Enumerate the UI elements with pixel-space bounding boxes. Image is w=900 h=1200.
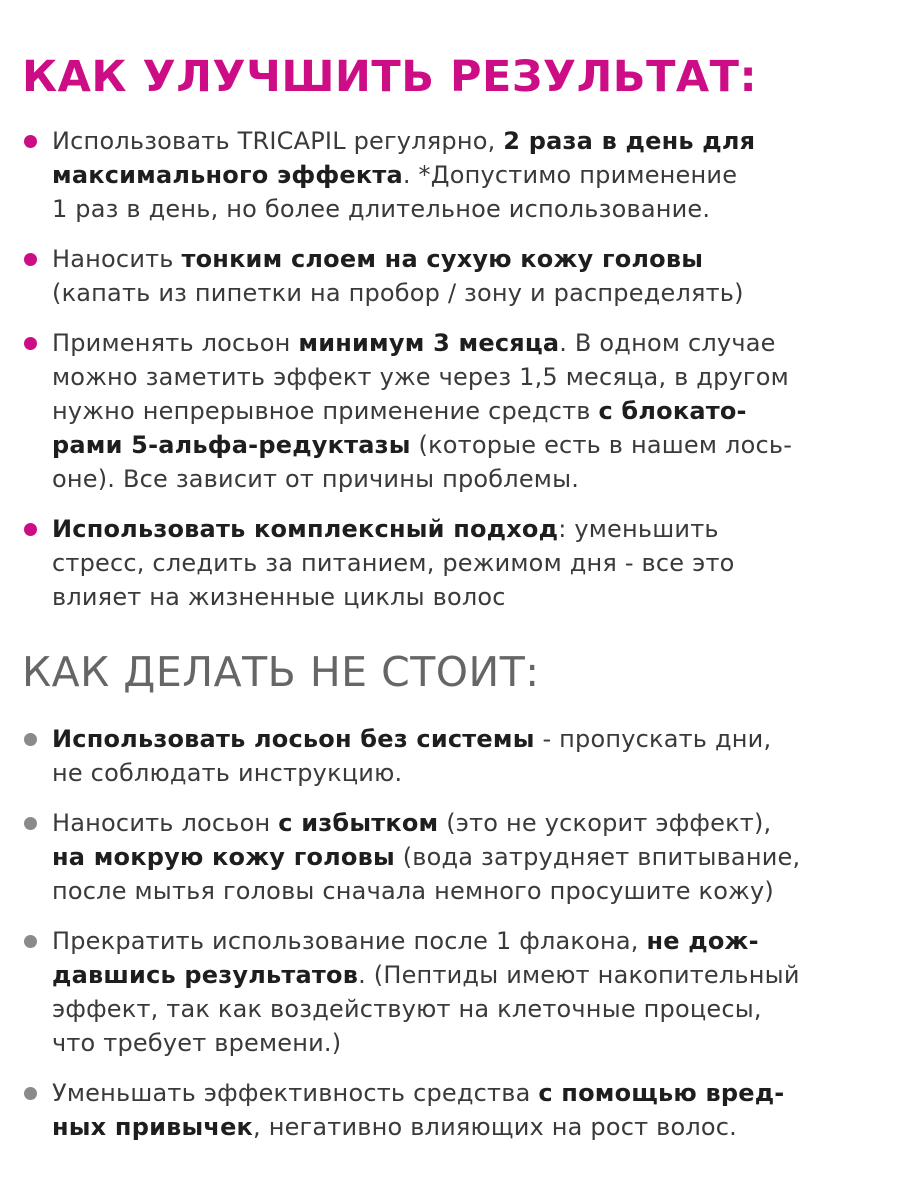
text-segment: (которые есть в нашем лось-: [410, 431, 793, 459]
text-line: [52, 1026, 880, 1060]
text-segment: , негативно влияющих на рост волос.: [253, 1113, 737, 1141]
text-segment: оне). Все зависит от причины проблемы.: [52, 465, 580, 493]
text-line: [52, 462, 880, 496]
text-line: [52, 276, 880, 310]
bold-text: с помощью вред-: [538, 1079, 785, 1107]
text-segment: . В одном случае: [559, 329, 776, 357]
text-segment: (это не ускорит эффект),: [438, 809, 772, 837]
text-segment: эффект, так как воздействуют на клеточные процесы,: [52, 995, 762, 1023]
bullet-dot-icon: [24, 523, 37, 536]
text-segment: что требует времени.): [52, 1029, 342, 1057]
text-line: [52, 394, 880, 428]
improve-list: [0, 124, 900, 614]
text-segment: 1 раз в день, но более длительное использование.: [52, 195, 711, 223]
text-line: [52, 958, 880, 992]
text-line: [52, 326, 880, 360]
bullet-dot-icon: [24, 253, 37, 266]
text-segment: . (Пептиды имеют накопительный: [358, 961, 800, 989]
text-line: [52, 580, 880, 614]
list-item: [0, 924, 900, 1060]
text-line: [52, 546, 880, 580]
text-segment: можно заметить эффект уже через 1,5 месяца, в другом: [52, 363, 789, 391]
list-item: [0, 722, 900, 790]
list-item: [0, 1076, 900, 1144]
bullet-dot-icon: [24, 935, 37, 948]
text-segment: Прекратить использование после 1 флакона,: [52, 927, 647, 955]
list-item: [0, 124, 900, 226]
bold-text: ных привычек: [52, 1113, 254, 1141]
text-segment: (капать из пипетки на пробор / зону и распределять): [52, 279, 744, 307]
text-line: [52, 242, 880, 276]
text-segment: стресс, следить за питанием, режимом дня - все это: [52, 549, 735, 577]
text-line: [52, 1110, 880, 1144]
list-item: [0, 326, 900, 496]
bold-text: с блокато-: [598, 397, 747, 425]
bold-text: Использовать комплексный подход: [52, 515, 559, 543]
bullet-dot-icon: [24, 135, 37, 148]
bullet-dot-icon: [24, 817, 37, 830]
bullet-dot-icon: [24, 337, 37, 350]
text-line: [52, 192, 880, 226]
list-item: [0, 242, 900, 310]
text-segment: Наносить: [52, 245, 182, 273]
text-segment: (вода затрудняет впитывание,: [394, 843, 801, 871]
text-segment: . *Допустимо применение: [402, 161, 738, 189]
text-segment: после мытья головы сначала немного просушите кожу): [52, 877, 774, 905]
text-line: [52, 360, 880, 394]
bold-text: тонким слоем на сухую кожу головы: [181, 245, 704, 273]
text-line: [52, 124, 880, 158]
text-line: [52, 722, 880, 756]
avoid-list: [0, 722, 900, 1144]
bullet-dot-icon: [24, 1087, 37, 1100]
text-segment: нужно непрерывное применение средств: [52, 397, 599, 425]
bold-text: 2 раза в день для: [503, 127, 756, 155]
bold-text: на мокрую кожу головы: [52, 843, 395, 871]
text-line: [52, 992, 880, 1026]
text-line: [52, 756, 880, 790]
text-line: [52, 158, 880, 192]
text-line: [52, 1076, 880, 1110]
text-line: [52, 840, 880, 874]
bullet-dot-icon: [24, 733, 37, 746]
text-segment: Наносить лосьон: [52, 809, 279, 837]
bold-text: рами 5-альфа-редуктазы: [52, 431, 411, 459]
list-item: [0, 806, 900, 908]
text-segment: влияет на жизненные циклы волос: [52, 583, 506, 611]
bold-text: давшись результатов: [52, 961, 359, 989]
text-line: [52, 924, 880, 958]
text-segment: : уменьшить: [558, 515, 719, 543]
text-segment: Использовать TRICAPIL регулярно,: [52, 127, 504, 155]
list-item: [0, 512, 900, 614]
text-segment: Применять лосьон: [52, 329, 299, 357]
bold-text: максимального эффекта: [52, 161, 403, 189]
text-segment: не соблюдать инструкцию.: [52, 759, 403, 787]
text-line: [52, 512, 880, 546]
text-line: [52, 428, 880, 462]
text-line: [52, 874, 880, 908]
bold-text: не дож-: [646, 927, 759, 955]
text-segment: Уменьшать эффективность средства: [52, 1079, 539, 1107]
text-line: [52, 806, 880, 840]
text-segment: - пропускать дни,: [534, 725, 772, 753]
bold-text: с избытком: [278, 809, 439, 837]
section-title-avoid: КАК ДЕЛАТЬ НЕ СТОИТ:: [22, 648, 540, 696]
bold-text: Использовать лосьон без системы: [52, 725, 535, 753]
bold-text: минимум 3 месяца: [298, 329, 560, 357]
section-title-improve: КАК УЛУЧШИТЬ РЕЗУЛЬТАТ:: [22, 52, 758, 102]
